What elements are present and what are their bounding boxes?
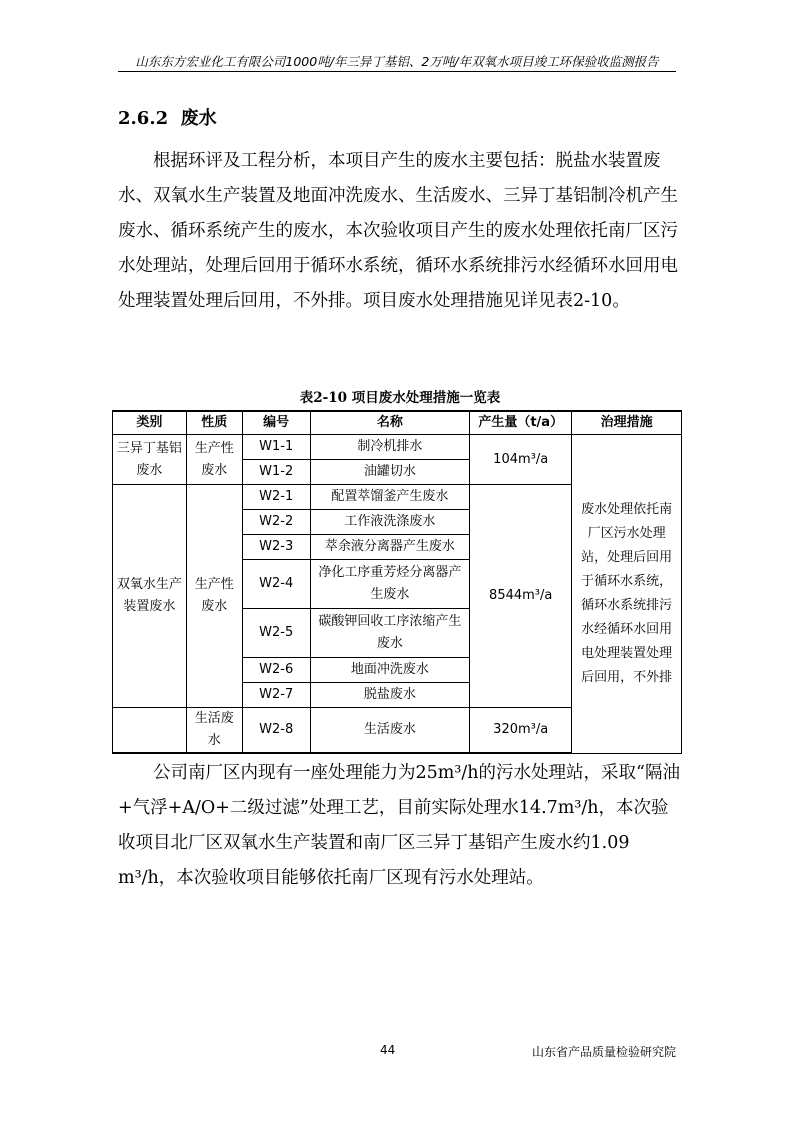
amount-cell: 104m³/a [470, 435, 572, 485]
measure-cell: 废水处理依托南厂区污水处理站，处理后回用于循环水系统，循环水系统排污水经循环水回用电处理装置处理后回用，不外排 [572, 435, 682, 754]
table-row [113, 435, 682, 460]
nature-cell: 生活废水 [186, 708, 242, 754]
code-cell: W1-2 [242, 460, 310, 485]
section-heading [118, 104, 217, 130]
code-cell: W2-5 [242, 609, 310, 658]
header-rule [118, 71, 676, 72]
header-category: 类别 [113, 411, 187, 435]
nature-cell: 生产性废水 [186, 485, 242, 708]
code-cell: W2-2 [242, 510, 310, 535]
amount-cell: 320m³/a [470, 708, 572, 754]
code-cell: W2-3 [242, 535, 310, 560]
page-number: 44 [380, 1043, 396, 1057]
paragraph-2 [118, 756, 682, 896]
code-cell: W2-1 [242, 485, 310, 510]
code-cell: W2-7 [242, 683, 310, 708]
name-cell: 碳酸钾回收工序浓缩产生废水 [310, 609, 470, 658]
amount-cell: 8544m³/a [470, 485, 572, 708]
code-cell: W2-6 [242, 658, 310, 683]
section-title: 废水 [180, 108, 217, 129]
header-nature: 性质 [186, 411, 242, 435]
name-cell: 萃余液分离器产生废水 [310, 535, 470, 560]
name-cell: 工作液洗涤废水 [310, 510, 470, 535]
name-cell: 地面冲洗废水 [310, 658, 470, 683]
category-cell: 三异丁基铝废水 [113, 435, 187, 485]
category-cell: 双氧水生产装置废水 [113, 485, 187, 708]
paragraph-1 [118, 144, 682, 319]
header-amount: 产生量（t/a） [470, 411, 572, 435]
name-cell: 净化工序重芳烃分离器产生废水 [310, 560, 470, 609]
name-cell: 配置萃馏釜产生废水 [310, 485, 470, 510]
header-code: 编号 [242, 411, 310, 435]
code-cell: W2-8 [242, 708, 310, 754]
code-cell: W1-1 [242, 435, 310, 460]
name-cell: 制冷机排水 [310, 435, 470, 460]
name-cell: 脱盐废水 [310, 683, 470, 708]
header-name: 名称 [310, 411, 470, 435]
category-cell-empty [113, 708, 187, 754]
section-number: 2.6.2 [118, 108, 169, 129]
name-cell: 生活废水 [310, 708, 470, 754]
running-header: 山东东方宏业化工有限公司1000吨/年三异丁基铝、2万吨/年双氧水项目竣工环保验收监测报告 [135, 54, 659, 69]
table-header-row [113, 411, 682, 435]
nature-cell: 生产性废水 [186, 435, 242, 485]
paragraph-2-text: 公司南厂区内现有一座处理能力为25m³/h的污水处理站，采取“隔油+气浮+A/O+二级过滤”处理工艺，目前实际处理水14.7m³/h，本次验收项目北厂区双氧水生产装置和南厂区三异丁基铝产生废水约1.09 m³/h，本次验收项目能够依托南厂区现有污水处理站。 [118, 763, 680, 888]
name-cell: 油罐切水 [310, 460, 470, 485]
code-cell: W2-4 [242, 560, 310, 609]
wastewater-table [112, 410, 682, 754]
table-caption: 表2-10 项目废水处理措施一览表 [299, 390, 501, 406]
header-measure: 治理措施 [572, 411, 682, 435]
footer-organization: 山东省产品质量检验研究院 [531, 1045, 676, 1059]
paragraph-1-text: 根据环评及工程分析，本项目产生的废水主要包括：脱盐水装置废水、双氧水生产装置及地面冲洗废水、生活废水、三异丁基铝制冷机产生废水、循环系统产生的废水，本次验收项目产生的废水处理依托南厂区污水处理站，处理后回用于循环水系统，循环水系统排污水经循环水回用电处理装置处理后回用，不外排。项目废水处理措施见详见表2-10。 [118, 151, 678, 311]
